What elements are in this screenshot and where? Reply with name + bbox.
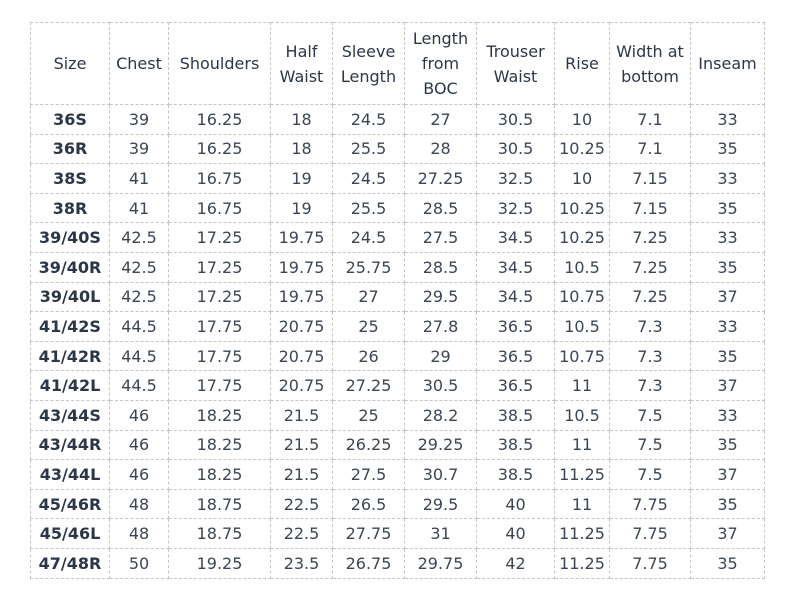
table-cell: 10.25: [555, 193, 610, 223]
table-row: [31, 460, 765, 490]
table-cell: 18.25: [169, 430, 271, 460]
size-cell: 39/40R: [31, 252, 110, 282]
table-cell: 41: [110, 193, 169, 223]
table-row: [31, 252, 765, 282]
table-cell: 11.25: [555, 548, 610, 578]
table-cell: 22.5: [271, 489, 333, 519]
table-cell: 31: [405, 519, 477, 549]
table-cell: 46: [110, 460, 169, 490]
table-cell: 7.5: [610, 400, 691, 430]
table-row: [31, 282, 765, 312]
size-chart: [30, 22, 765, 579]
size-cell: 41/42R: [31, 341, 110, 371]
column-header: Size: [31, 23, 110, 105]
table-cell: 7.5: [610, 460, 691, 490]
table-row: [31, 519, 765, 549]
table-cell: 10.5: [555, 400, 610, 430]
table-cell: 7.3: [610, 312, 691, 342]
table-cell: 18: [271, 105, 333, 135]
column-header: Chest: [110, 23, 169, 105]
table-cell: 30.7: [405, 460, 477, 490]
table-cell: 28.5: [405, 193, 477, 223]
table-cell: 29.5: [405, 489, 477, 519]
table-cell: 29.5: [405, 282, 477, 312]
size-cell: 39/40L: [31, 282, 110, 312]
column-header: Length from BOC: [405, 23, 477, 105]
table-cell: 21.5: [271, 400, 333, 430]
table-cell: 30.5: [477, 134, 555, 164]
table-cell: 16.25: [169, 134, 271, 164]
table-cell: 34.5: [477, 282, 555, 312]
column-header: Width at bottom: [610, 23, 691, 105]
table-cell: 35: [691, 134, 765, 164]
table-row: [31, 489, 765, 519]
column-header: Trouser Waist: [477, 23, 555, 105]
table-cell: 22.5: [271, 519, 333, 549]
table-cell: 25: [333, 312, 405, 342]
table-cell: 36.5: [477, 312, 555, 342]
table-cell: 38.5: [477, 400, 555, 430]
table-cell: 24.5: [333, 105, 405, 135]
table-cell: 27: [333, 282, 405, 312]
table-cell: 18: [271, 134, 333, 164]
table-cell: 17.25: [169, 252, 271, 282]
column-header: Inseam: [691, 23, 765, 105]
size-cell: 47/48R: [31, 548, 110, 578]
table-cell: 10.75: [555, 341, 610, 371]
table-body: [31, 105, 765, 579]
table-cell: 46: [110, 400, 169, 430]
column-header: Sleeve Length: [333, 23, 405, 105]
table-cell: 38.5: [477, 460, 555, 490]
table-row: [31, 105, 765, 135]
table-cell: 32.5: [477, 193, 555, 223]
table-row: [31, 312, 765, 342]
table-cell: 27.5: [333, 460, 405, 490]
table-cell: 33: [691, 164, 765, 194]
table-cell: 10: [555, 105, 610, 135]
table-row: [31, 341, 765, 371]
table-cell: 11.25: [555, 519, 610, 549]
table-cell: 18.25: [169, 460, 271, 490]
table-cell: 25.5: [333, 134, 405, 164]
table-cell: 10.75: [555, 282, 610, 312]
table-cell: 37: [691, 460, 765, 490]
table-cell: 19.75: [271, 252, 333, 282]
table-cell: 19: [271, 193, 333, 223]
size-cell: 41/42L: [31, 371, 110, 401]
table-cell: 27.8: [405, 312, 477, 342]
table-cell: 35: [691, 489, 765, 519]
table-cell: 37: [691, 371, 765, 401]
table-cell: 16.75: [169, 193, 271, 223]
table-cell: 18.75: [169, 519, 271, 549]
table-cell: 42.5: [110, 282, 169, 312]
table-cell: 17.75: [169, 312, 271, 342]
table-cell: 37: [691, 519, 765, 549]
table-cell: 29.75: [405, 548, 477, 578]
table-cell: 42.5: [110, 223, 169, 253]
table-cell: 21.5: [271, 430, 333, 460]
table-cell: 42.5: [110, 252, 169, 282]
table-cell: 7.75: [610, 548, 691, 578]
table-cell: 27.25: [333, 371, 405, 401]
table-cell: 21.5: [271, 460, 333, 490]
table-cell: 36.5: [477, 371, 555, 401]
table-cell: 35: [691, 252, 765, 282]
table-cell: 38.5: [477, 430, 555, 460]
table-cell: 20.75: [271, 341, 333, 371]
table-cell: 7.75: [610, 489, 691, 519]
table-cell: 37: [691, 282, 765, 312]
table-cell: 19.25: [169, 548, 271, 578]
table-cell: 24.5: [333, 164, 405, 194]
table-cell: 24.5: [333, 223, 405, 253]
column-header: Shoulders: [169, 23, 271, 105]
column-header: Half Waist: [271, 23, 333, 105]
size-cell: 43/44L: [31, 460, 110, 490]
table-row: [31, 430, 765, 460]
table-cell: 48: [110, 489, 169, 519]
table-cell: 26.5: [333, 489, 405, 519]
table-cell: 33: [691, 400, 765, 430]
table-row: [31, 371, 765, 401]
table-cell: 28: [405, 134, 477, 164]
table-cell: 17.75: [169, 371, 271, 401]
table-cell: 16.75: [169, 164, 271, 194]
size-cell: 41/42S: [31, 312, 110, 342]
table-cell: 11.25: [555, 460, 610, 490]
size-cell: 39/40S: [31, 223, 110, 253]
table-cell: 42: [477, 548, 555, 578]
table-cell: 19: [271, 164, 333, 194]
table-cell: 29: [405, 341, 477, 371]
table-cell: 27: [405, 105, 477, 135]
table-cell: 36.5: [477, 341, 555, 371]
table-cell: 44.5: [110, 371, 169, 401]
table-cell: 30.5: [405, 371, 477, 401]
table-cell: 50: [110, 548, 169, 578]
table-cell: 35: [691, 193, 765, 223]
table-cell: 35: [691, 430, 765, 460]
table-cell: 19.75: [271, 282, 333, 312]
table-cell: 25: [333, 400, 405, 430]
table-cell: 33: [691, 223, 765, 253]
table-row: [31, 134, 765, 164]
table-cell: 7.5: [610, 430, 691, 460]
table-cell: 7.1: [610, 105, 691, 135]
table-cell: 18.25: [169, 400, 271, 430]
table-cell: 7.25: [610, 252, 691, 282]
table-cell: 41: [110, 164, 169, 194]
table-cell: 48: [110, 519, 169, 549]
table-cell: 7.3: [610, 371, 691, 401]
table-cell: 19.75: [271, 223, 333, 253]
size-cell: 43/44R: [31, 430, 110, 460]
table-cell: 29.25: [405, 430, 477, 460]
table-cell: 35: [691, 341, 765, 371]
table-row: [31, 548, 765, 578]
table-cell: 23.5: [271, 548, 333, 578]
table-cell: 28.5: [405, 252, 477, 282]
table-cell: 32.5: [477, 164, 555, 194]
table-cell: 10.25: [555, 223, 610, 253]
header-row: [31, 23, 765, 105]
table-cell: 44.5: [110, 341, 169, 371]
table-cell: 20.75: [271, 312, 333, 342]
table-row: [31, 223, 765, 253]
table-cell: 7.3: [610, 341, 691, 371]
table-cell: 7.15: [610, 193, 691, 223]
table-cell: 7.1: [610, 134, 691, 164]
table-cell: 7.15: [610, 164, 691, 194]
table-cell: 30.5: [477, 105, 555, 135]
table-cell: 11: [555, 489, 610, 519]
table-cell: 33: [691, 312, 765, 342]
table-cell: 25.75: [333, 252, 405, 282]
table-cell: 26.25: [333, 430, 405, 460]
size-cell: 45/46L: [31, 519, 110, 549]
table-row: [31, 193, 765, 223]
table-cell: 10: [555, 164, 610, 194]
table-cell: 27.5: [405, 223, 477, 253]
table-cell: 46: [110, 430, 169, 460]
table-cell: 18.75: [169, 489, 271, 519]
table-cell: 40: [477, 519, 555, 549]
table-cell: 39: [110, 134, 169, 164]
table-cell: 20.75: [271, 371, 333, 401]
column-header: Rise: [555, 23, 610, 105]
size-cell: 43/44S: [31, 400, 110, 430]
table-cell: 34.5: [477, 223, 555, 253]
table-row: [31, 400, 765, 430]
table-cell: 10.5: [555, 252, 610, 282]
size-cell: 36R: [31, 134, 110, 164]
table-cell: 40: [477, 489, 555, 519]
table-cell: 25.5: [333, 193, 405, 223]
size-cell: 36S: [31, 105, 110, 135]
table-cell: 7.75: [610, 519, 691, 549]
table-cell: 11: [555, 430, 610, 460]
size-cell: 38S: [31, 164, 110, 194]
table-cell: 39: [110, 105, 169, 135]
table-cell: 33: [691, 105, 765, 135]
table-row: [31, 164, 765, 194]
size-cell: 38R: [31, 193, 110, 223]
table-cell: 28.2: [405, 400, 477, 430]
table-cell: 35: [691, 548, 765, 578]
table-cell: 7.25: [610, 282, 691, 312]
table-cell: 27.25: [405, 164, 477, 194]
table-cell: 17.75: [169, 341, 271, 371]
table-cell: 17.25: [169, 223, 271, 253]
table-cell: 44.5: [110, 312, 169, 342]
size-table: [30, 22, 765, 579]
table-cell: 17.25: [169, 282, 271, 312]
table-cell: 34.5: [477, 252, 555, 282]
table-cell: 27.75: [333, 519, 405, 549]
table-cell: 26: [333, 341, 405, 371]
table-cell: 10.25: [555, 134, 610, 164]
table-cell: 10.5: [555, 312, 610, 342]
table-cell: 11: [555, 371, 610, 401]
table-cell: 26.75: [333, 548, 405, 578]
size-cell: 45/46R: [31, 489, 110, 519]
table-cell: 16.25: [169, 105, 271, 135]
table-cell: 7.25: [610, 223, 691, 253]
